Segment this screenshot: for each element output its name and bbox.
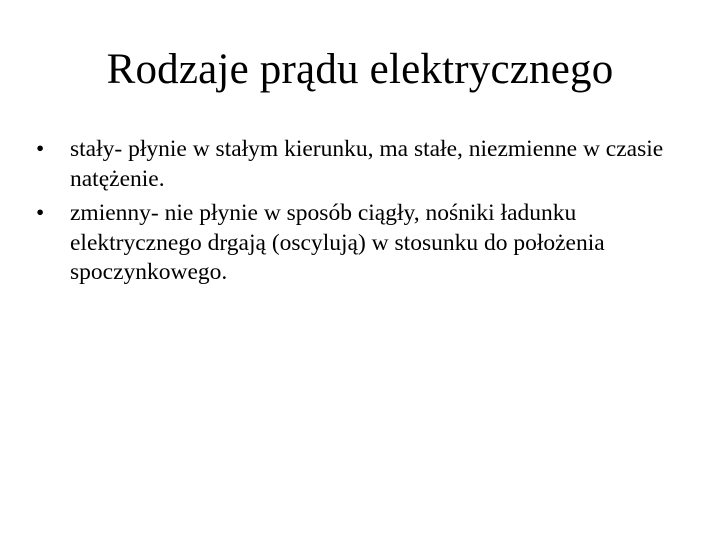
- bullet-text: stały- płynie w stałym kierunku, ma stałe, niezmienne w czasie natężenie.: [70, 136, 664, 192]
- bullet-dot-icon: •: [36, 136, 45, 162]
- slide-title: Rodzaje prądu elektrycznego: [106, 46, 614, 93]
- bullet-list: [36, 135, 696, 293]
- bullet-item-staly: [36, 135, 696, 194]
- bullet-item-zmienny: [36, 199, 696, 288]
- bullet-dot-icon: •: [36, 200, 45, 226]
- bullet-text: zmienny- nie płynie w sposób ciągły, nośniki ładunku elektrycznego drgają (oscylują) w stosunku do położenia spoczynkowego.: [70, 200, 605, 285]
